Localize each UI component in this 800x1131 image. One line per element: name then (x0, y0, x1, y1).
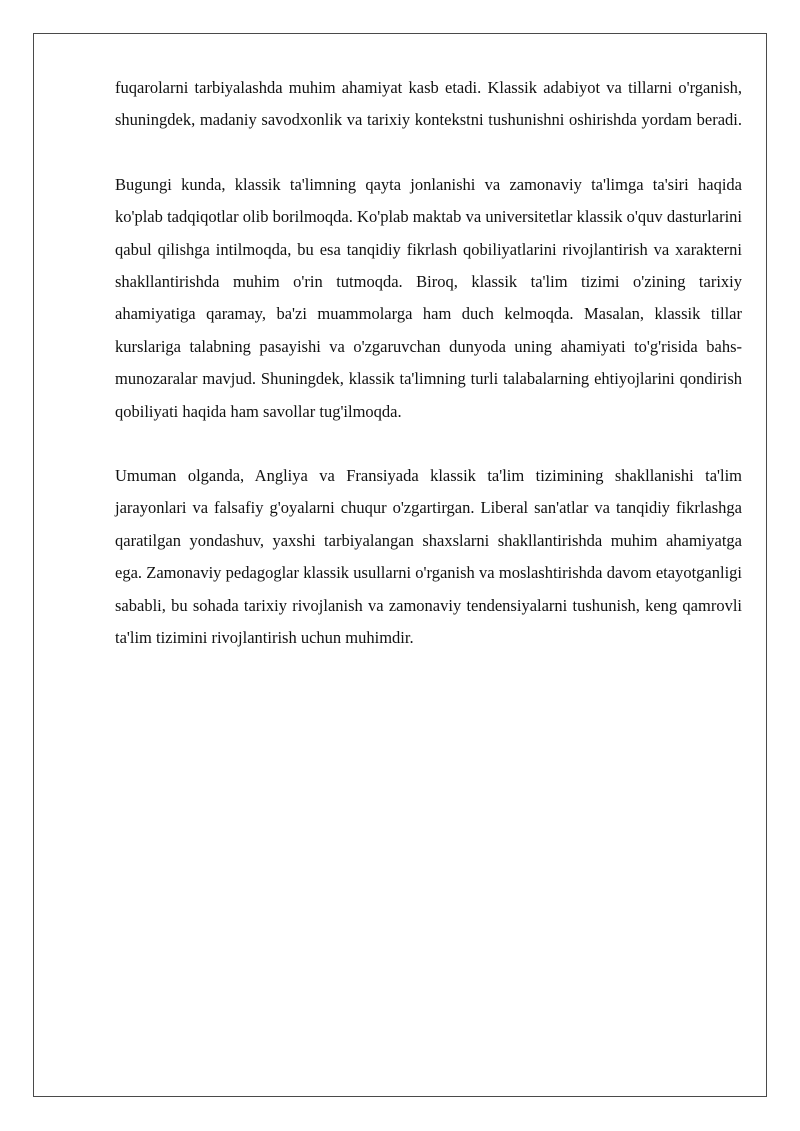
paragraph-2: Bugungi kunda, klassik ta'limning qayta jonlanishi va zamonaviy ta'limga ta'siri haqida ko'plab tadqiqotlar olib borilmoqda. Ko'plab maktab va universitetlar klassik o'quv dasturlarini qabul qilishga intilmoqda, bu esa tanqidiy fikrlash qobiliyatlarini rivojlantirish va xarakterni shakllantirishda muhim o'rin tutmoqda. Biroq, klassik ta'lim tizimi o'zining tarixiy ahamiyatiga qaramay, ba'zi muammolarga ham duch kelmoqda. Masalan, klassik tillar kurslariga talabning pasayishi va o'zgaruvchan dunyoda uning ahamiyati to'g'risida bahs-munozaralar mavjud. Shuningdek, klassik ta'limning turli talabalarning ehtiyojlarini qondirish qobiliyati haqida ham savollar tug'ilmoqda. (115, 174, 742, 421)
paragraph-1: fuqarolarni tarbiyalashda muhim ahamiyat kasb etadi. Klassik adabiyot va tillarni o'rganish, shuningdek, madaniy savodxonlik va tarixiy kontekstni tushunishni oshirishda yordam beradi. (115, 78, 742, 130)
paragraph-3: Umuman olganda, Angliya va Fransiyada klassik ta'lim tizimining shakllanishi ta'lim jarayonlari va falsafiy g'oyalarni chuqur o'zgartirgan. Liberal san'atlar va tanqidiy fikrlashga qaratilgan yondashuv, yaxshi tarbiyalangan shaxslarni shakllantirishda muhim ahamiyatga ega. Zamonaviy pedagoglar klassik usullarni o'rganish va moslashtirishda davom etayotganligi sababli, bu sohada tarixiy rivojlanish va zamonaviy tendensiyalarni tushunish, keng qamrovli ta'lim tizimini rivojlantirish uchun muhimdir. (115, 466, 742, 648)
document-body (115, 72, 742, 687)
